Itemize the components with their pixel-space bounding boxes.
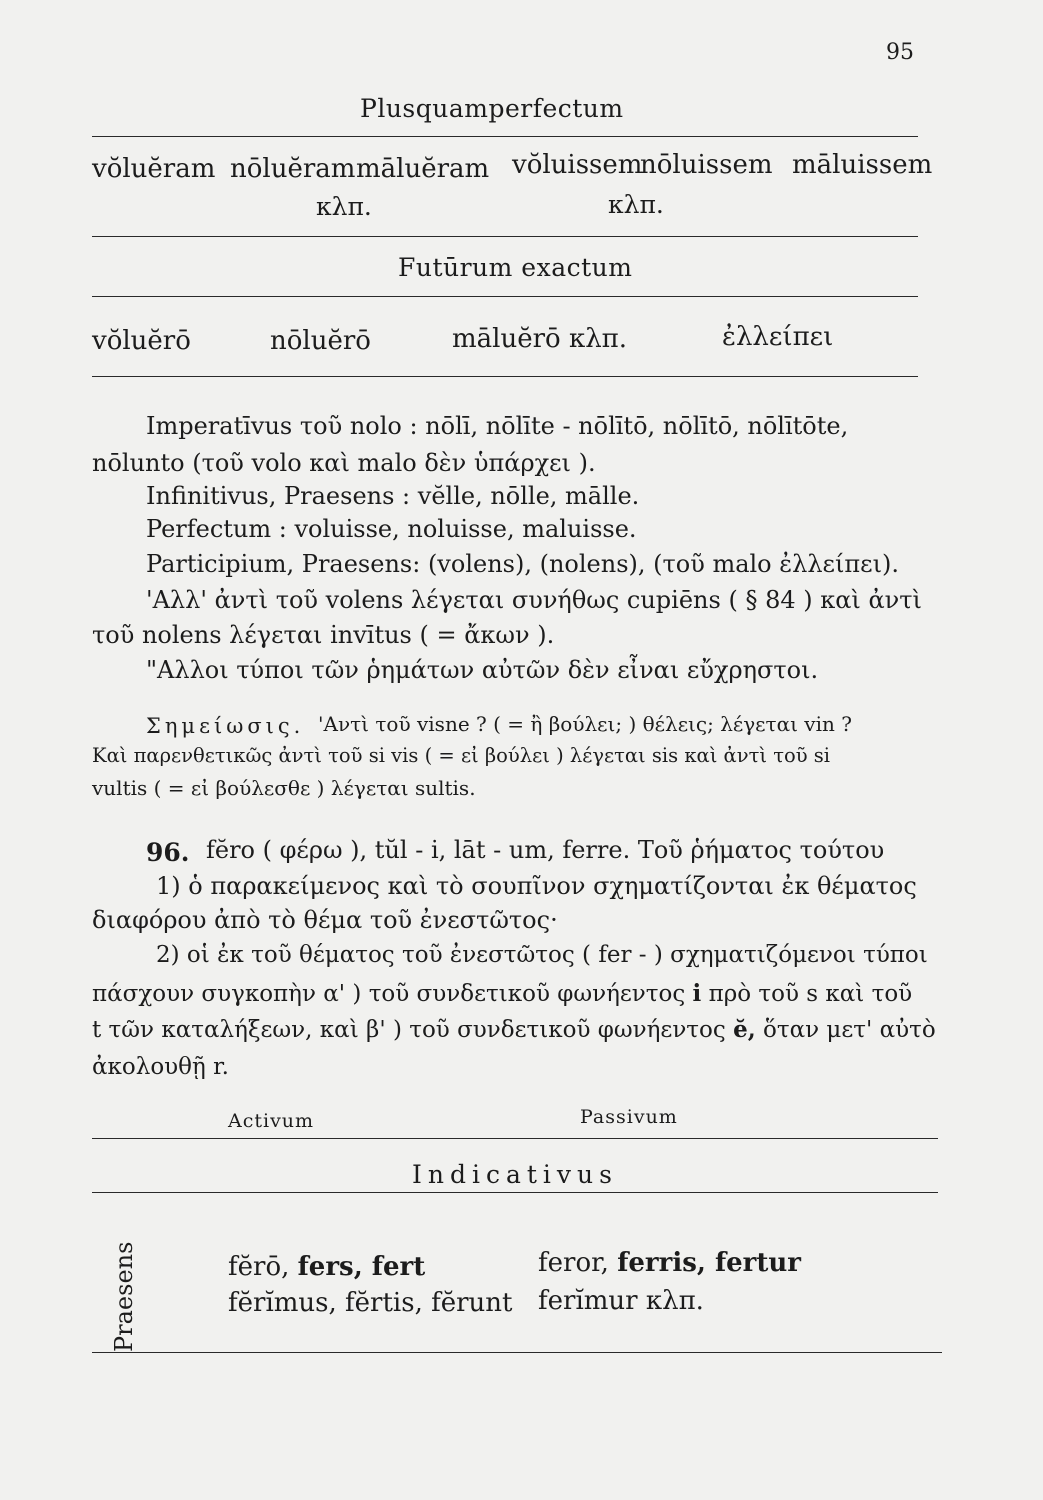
divider <box>92 236 918 237</box>
note-line: 'Αντὶ τοῦ visne ? ( = ἢ βούλει; ) θέλεις; λέγεται vin ? <box>318 712 852 736</box>
klp-note: κλπ. <box>316 192 372 221</box>
passivum-form: ferris, fertur <box>617 1248 801 1278</box>
section-text: πάσχουν συγκοπὴν α' ) τοῦ συνδετικοῦ φωνήεντος <box>92 981 686 1007</box>
passivum-label: Passivum <box>580 1106 678 1128</box>
activum-form: fers, fert <box>297 1252 426 1282</box>
activum-row: fĕrĭmus, fĕrtis, fĕrunt <box>228 1288 513 1318</box>
body-line: 'Αλλ' ἀντὶ τοῦ volens λέγεται συνήθως cupiēns ( § 84 ) καὶ ἀντὶ <box>146 586 922 614</box>
indicativus-heading: Indicativus <box>412 1160 618 1189</box>
form-voluĕro: vŏluĕrō <box>92 326 191 356</box>
section-text: ἀκολουθῇ <box>92 1054 206 1080</box>
form-voluissem: vŏluissem <box>512 150 643 180</box>
section-line: 2) οἱ ἐκ τοῦ θέματος τοῦ ἐνεστῶτος ( fer - ) σχηματιζόμενοι τύποι <box>156 942 928 968</box>
ellipsis-note: ἐλλείπει <box>722 322 834 352</box>
passivum-row: ferĭmur κλπ. <box>538 1286 704 1316</box>
body-line: Infinitivus, Praesens : vĕlle, nōlle, mālle. <box>146 482 640 510</box>
section-line <box>92 1054 229 1080</box>
section-line <box>92 1016 936 1043</box>
section-number: 96. <box>146 838 190 867</box>
divider <box>92 1352 942 1353</box>
futurum-exactum-heading: Futūrum exactum <box>398 253 633 282</box>
passivum-form: feror, <box>538 1248 609 1278</box>
page-number: 95 <box>886 40 914 65</box>
section-text: t τῶν καταλήξεων, καὶ β' ) τοῦ συνδετικοῦ φωνήεντος <box>92 1017 726 1043</box>
highlighted-letter: ĕ, <box>733 1016 756 1043</box>
form-maluĕro: māluĕrō κλπ. <box>452 324 628 354</box>
divider <box>92 296 918 297</box>
section-text: ὅταν μετ' αὐτὸ <box>763 1017 936 1043</box>
plusquamperfectum-heading: Plusquamperfectum <box>360 94 624 123</box>
note-line: vultis ( = εἰ βούλεσθε ) λέγεται sultis. <box>92 776 476 800</box>
body-line: τοῦ nolens λέγεται invītus ( = ἄκων ). <box>92 621 555 649</box>
form-maluissem: māluissem <box>792 150 933 180</box>
body-line: Participium, Praesens: (volens), (nolens), (τοῦ malo ἐλλείπει). <box>146 550 900 578</box>
section-text: r. <box>213 1054 229 1080</box>
praesens-label: Praesens <box>110 1241 138 1352</box>
section-text: πρὸ τοῦ s καὶ τοῦ <box>708 981 913 1007</box>
note-heading: Σημείωσις. <box>146 714 305 738</box>
divider <box>92 1192 938 1193</box>
form-noluĕro: nōluĕrō <box>270 326 371 356</box>
divider <box>92 376 918 377</box>
form-noluĕram: nōluĕram <box>230 154 356 184</box>
form-maluĕram: māluĕram <box>356 154 490 184</box>
note-line: Καὶ παρενθετικῶς ἀντὶ τοῦ si vis ( = εἰ βούλει ) λέγεται sis καὶ ἀντὶ τοῦ si <box>92 744 831 767</box>
body-line: Imperatīvus τοῦ nolo : nōlī, nōlīte - nōlītō, nōlītō, nōlītōte, <box>146 412 849 440</box>
activum-form: fĕrō, <box>228 1252 290 1282</box>
divider <box>92 1138 938 1139</box>
divider <box>92 136 918 137</box>
form-voluĕram: vŏluĕram <box>92 154 216 184</box>
activum-row <box>228 1252 425 1282</box>
form-noluissem: nōluissem <box>640 150 773 180</box>
body-line: "Αλλοι τύποι τῶν ῥημάτων αὐτῶν δὲν εἶναι εὔχρηστοι. <box>146 656 819 684</box>
passivum-row <box>538 1248 801 1278</box>
section-line: διαφόρου ἀπὸ τὸ θέμα τοῦ ἐνεστῶτος· <box>92 906 558 934</box>
klp-note: κλπ. <box>608 190 664 219</box>
section-line: 1) ὁ παρακείμενος καὶ τὸ σουπῖνον σχηματίζονται ἐκ θέματος <box>156 872 917 900</box>
activum-label: Activum <box>228 1110 315 1132</box>
highlighted-letter: i <box>692 980 702 1007</box>
section-line: fĕro ( φέρω ), tŭl - i, lāt - um, ferre. Τοῦ ῥήματος τούτου <box>206 836 885 864</box>
body-line: Perfectum : voluisse, noluisse, maluisse. <box>146 515 637 543</box>
body-line: nōlunto (τοῦ volo καὶ malo δὲν ὑπάρχει ). <box>92 449 596 477</box>
section-line <box>92 980 912 1007</box>
